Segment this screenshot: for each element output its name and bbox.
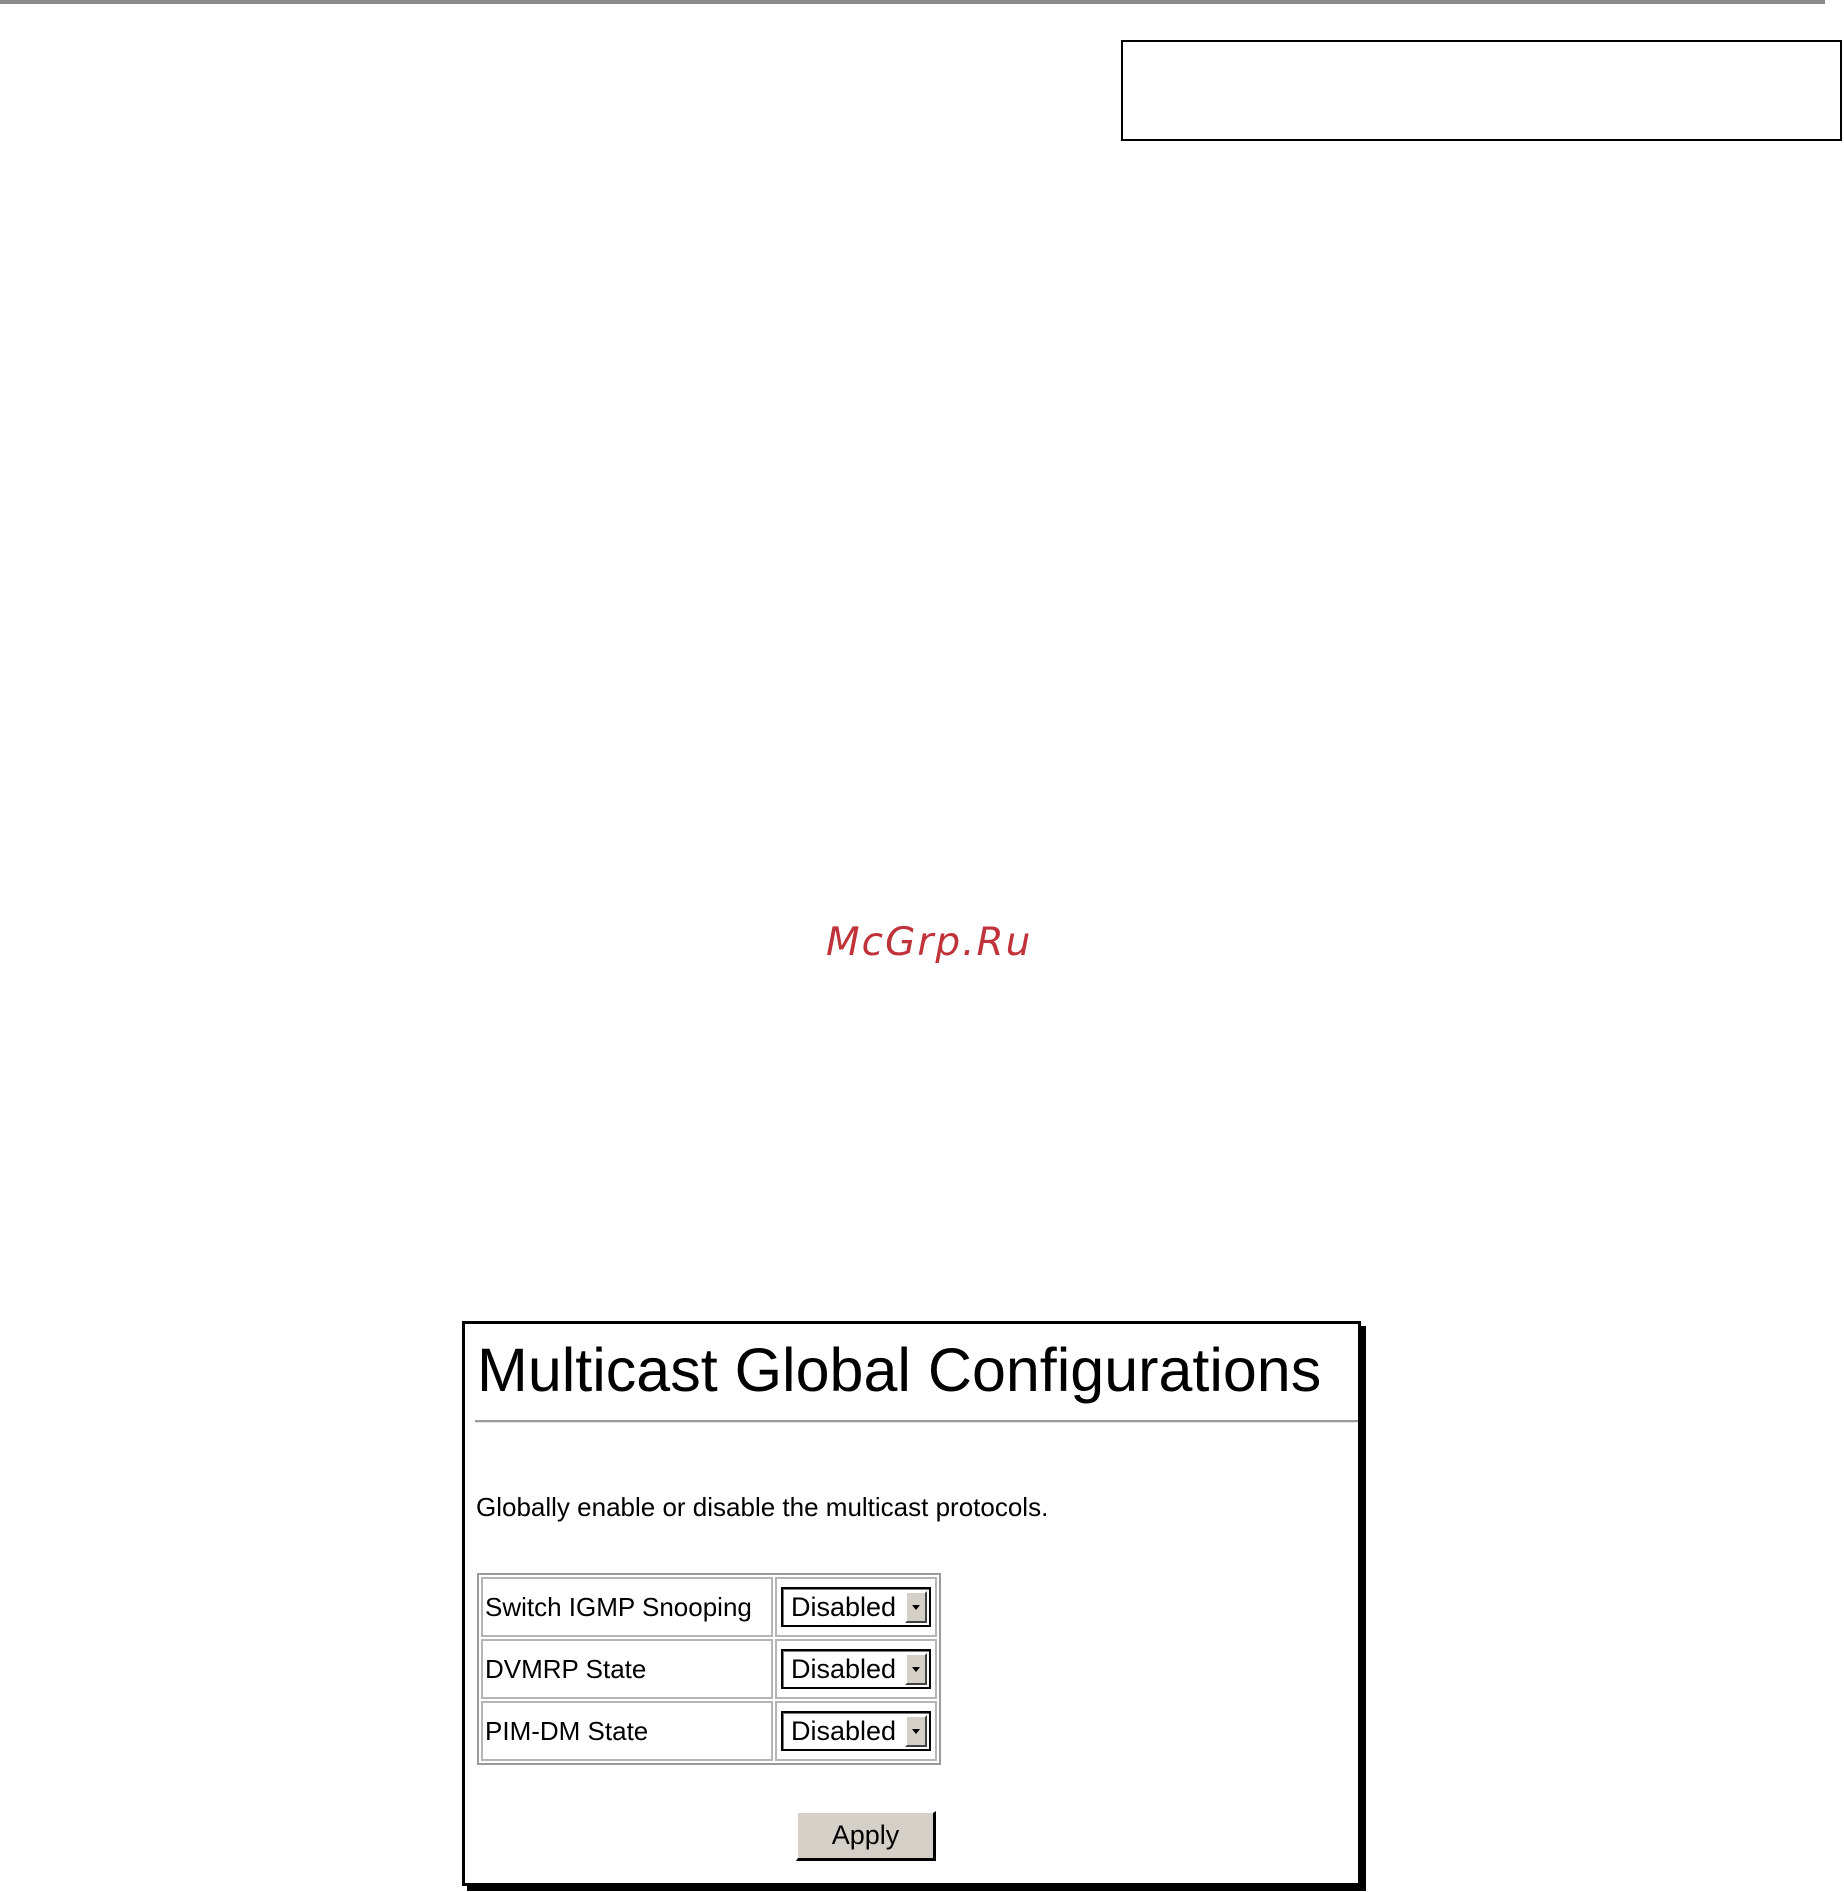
table-row (481, 1701, 937, 1761)
header-box (1121, 40, 1842, 141)
multicast-config-panel (462, 1321, 1361, 1886)
igmp-snooping-label: Switch IGMP Snooping (481, 1577, 773, 1637)
dropdown-arrow-icon[interactable] (905, 1591, 927, 1623)
apply-button[interactable]: Apply (796, 1811, 936, 1861)
igmp-snooping-select[interactable] (781, 1587, 931, 1627)
page-title: Multicast Global Configurations (477, 1336, 1322, 1404)
pim-dm-state-label: PIM-DM State (481, 1701, 773, 1761)
dvmrp-state-select[interactable] (781, 1649, 931, 1689)
top-rule (0, 0, 1825, 4)
igmp-snooping-value: Disabled (791, 1592, 897, 1622)
pim-dm-state-select[interactable] (781, 1711, 931, 1751)
dvmrp-state-label: DVMRP State (481, 1639, 773, 1699)
dvmrp-state-value: Disabled (791, 1654, 897, 1684)
watermark: McGrp.Ru (826, 920, 1033, 965)
dropdown-arrow-icon[interactable] (905, 1653, 927, 1685)
table-row (481, 1577, 937, 1637)
panel-description: Globally enable or disable the multicast protocols. (476, 1492, 1049, 1522)
pim-dm-state-value: Disabled (791, 1716, 897, 1746)
dropdown-arrow-icon[interactable] (905, 1715, 927, 1747)
config-table (477, 1573, 941, 1765)
title-divider (475, 1420, 1361, 1423)
table-row (481, 1639, 937, 1699)
